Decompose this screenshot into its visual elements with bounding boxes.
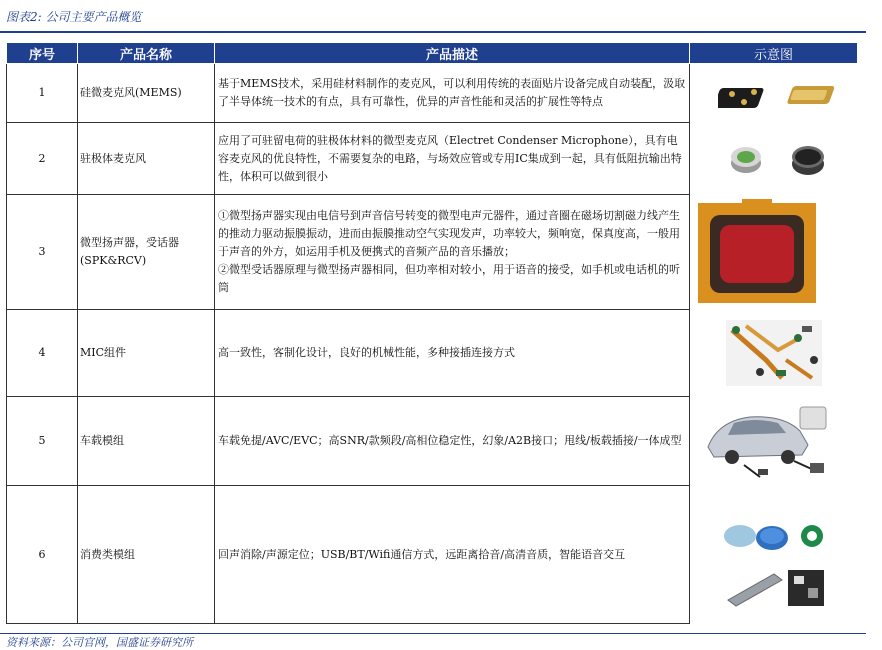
product-description: 高一致性，客制化设计，良好的机械性能，多种接插连接方式 (215, 310, 690, 397)
mic-assembly-image (726, 320, 822, 386)
product-name: 驻极体麦克风 (78, 123, 215, 195)
product-description: 车载免提/AVC/EVC；高SNR/款频段/高相位稳定性，幻象/A2B接口；甩线/板载插接/一体成型 (215, 397, 690, 486)
row-number: 6 (7, 486, 78, 624)
table-row (7, 310, 858, 397)
product-image-cell (690, 310, 858, 397)
table-row (7, 195, 858, 310)
header-no: 序号 (7, 43, 78, 64)
product-name: 微型扬声器，受话器 (SPK&RCV) (78, 195, 215, 310)
consumer-module-image (724, 522, 828, 612)
micro-speaker-image (698, 199, 818, 303)
header-desc: 产品描述 (215, 43, 690, 64)
product-image-cell (690, 486, 858, 624)
row-number: 1 (7, 64, 78, 123)
description-part-1: ①微型扬声器实现由电信号到声音信号转变的微型电声元器件，通过音圈在磁场切割磁力线产生的推动力驱动振膜振动，进而由振膜推动空气实现发声，功率较大，频响宽，保真度高，一般用于声音的外方，如运用手机及便携式的音频产品的音乐播放； (218, 209, 680, 258)
table-row (7, 64, 858, 123)
product-description: 应用了可驻留电荷的驻极体材料的微型麦克风（Electret Condenser Microphone），具有电容麦克风的优良特性，不需要复杂的电路，与场效应管或专用IC集成到一起，具有低阻抗输出特性，体积可以做到很小 (215, 123, 690, 195)
table-row (7, 397, 858, 486)
row-number: 3 (7, 195, 78, 310)
product-description: 基于MEMS技术，采用硅材料制作的麦克风，可以利用传统的表面贴片设备完成自动装配，汲取了半导体统一技术的有点，具有可靠性，优异的声音性能和灵活的扩展性等特点 (215, 64, 690, 123)
description-part-2: ②微型受话器原理与微型扬声器相同，但功率相对较小，用于语音的接受，如手机或电话机的听筒 (218, 263, 680, 294)
figure-caption: 图表2: 公司主要产品概览 (6, 10, 142, 24)
product-image-cell (690, 123, 858, 195)
electret-microphone-image (728, 137, 828, 177)
product-description: 回声消除/声源定位；USB/BT/Wifi通信方式，远距离拾音/高清音质，智能语音交互 (215, 486, 690, 624)
product-description (215, 195, 690, 310)
product-table (6, 42, 858, 624)
top-rule (0, 31, 866, 33)
product-name: MIC组件 (78, 310, 215, 397)
header-row (7, 43, 858, 64)
product-image-cell (690, 64, 858, 123)
header-name: 产品名称 (78, 43, 215, 64)
mems-microphone-image (718, 78, 838, 112)
header-image: 示意图 (690, 43, 858, 64)
source-note: 资料来源：公司官网，国盛证券研究所 (6, 636, 193, 649)
row-number: 2 (7, 123, 78, 195)
product-image-cell (690, 397, 858, 486)
vehicle-module-image (704, 401, 830, 481)
row-number: 4 (7, 310, 78, 397)
row-number: 5 (7, 397, 78, 486)
table-row (7, 123, 858, 195)
product-name: 车载模组 (78, 397, 215, 486)
product-image-cell (690, 195, 858, 310)
product-name: 消费类模组 (78, 486, 215, 624)
table-row (7, 486, 858, 624)
product-name: 硅微麦克风(MEMS) (78, 64, 215, 123)
